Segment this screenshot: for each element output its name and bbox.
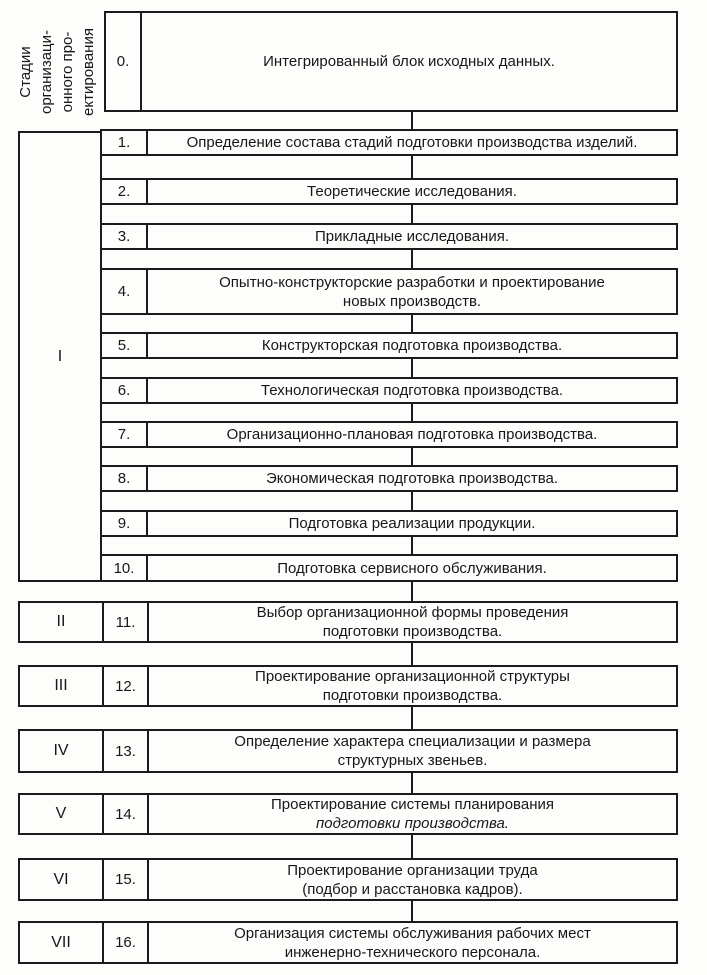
- step-text-line: Проектирование организационной структуры: [255, 668, 570, 685]
- step-number: 1.: [117, 134, 131, 151]
- step-text-cell: [149, 923, 676, 962]
- stage-step-row: [18, 921, 678, 964]
- step-text-line: подготовки производства.: [322, 687, 503, 704]
- side-label-line: Стадии: [17, 46, 34, 98]
- step-text-box: [146, 554, 678, 582]
- step-text-line: Проектирование системы планирования: [271, 796, 554, 813]
- stage-step-row: [18, 665, 678, 707]
- step-text-cell: [149, 667, 676, 705]
- step-text-box: [146, 377, 678, 404]
- step-text-line: Организация системы обслуживания рабочих мест: [234, 924, 591, 942]
- step-text-line: Технологическая подготовка производства.: [260, 382, 564, 399]
- step-text-box: [146, 465, 678, 492]
- step-number: 14.: [115, 805, 136, 823]
- step-number: 12.: [115, 677, 136, 695]
- step-number-box: [100, 223, 148, 250]
- stage-roman-label: VI: [53, 870, 69, 888]
- step-text-line: Теоретические исследования.: [307, 183, 517, 200]
- step-number: 9.: [117, 515, 131, 532]
- step-number: 10.: [113, 559, 135, 577]
- step-text-line: новых производств.: [342, 292, 482, 310]
- step-text-box: [146, 332, 678, 359]
- step-text-line: Подготовка сервисного обслуживания.: [277, 559, 547, 577]
- step-text-line: Определение состава стадий подготовки производства изделий.: [186, 134, 638, 151]
- stage-roman-cell: [20, 860, 104, 899]
- step-text-line: Опытно-конструкторские разработки и проектирование: [219, 273, 605, 291]
- side-label-line: ектирования: [80, 28, 97, 116]
- stage-roman-cell: [20, 795, 104, 833]
- step-text-line: структурных звеньев.: [337, 752, 488, 769]
- step-number-cell: [104, 731, 149, 771]
- step-number: 6.: [117, 382, 131, 399]
- step-text-box: [146, 510, 678, 537]
- stage-roman-cell: [20, 731, 104, 771]
- step-text-box: [146, 129, 678, 156]
- step-number-cell: [104, 923, 149, 962]
- step-number: 0.: [116, 53, 130, 70]
- step-text-cell: [149, 860, 676, 899]
- step-text-box: [146, 223, 678, 250]
- step-text-line: (подбор и расстановка кадров).: [302, 880, 523, 898]
- step-text-line: инженерно-технического персонала.: [284, 943, 541, 961]
- stage-group-label: I: [57, 347, 63, 365]
- stage-step-row: [18, 601, 678, 643]
- stage-step-row: [18, 729, 678, 773]
- step-text-box: [140, 11, 678, 112]
- stage-roman-label: VII: [51, 933, 71, 951]
- stage-step-row: [18, 793, 678, 835]
- step-text-line: Проектирование организации труда: [287, 861, 538, 879]
- step-text-cell: [149, 795, 676, 833]
- stage-roman-cell: [20, 667, 104, 705]
- step-number: 13.: [115, 742, 136, 760]
- step-number-cell: [104, 795, 149, 833]
- stage-roman-cell: [20, 923, 104, 962]
- step-text-box: [146, 178, 678, 205]
- step-number-cell: [104, 860, 149, 899]
- step-text-box: [146, 268, 678, 315]
- side-label-line: онного про-: [59, 31, 76, 113]
- step-text-line: Прикладные исследования.: [315, 228, 509, 245]
- step-text-line: Экономическая подготовка производства.: [265, 470, 559, 487]
- step-text-line: подготовки производства.: [322, 623, 503, 640]
- side-label-line: организаци-: [38, 29, 55, 115]
- step-text-box: [146, 421, 678, 448]
- step-text-line: Интегрированный блок исходных данных.: [263, 53, 555, 70]
- step-number-box: [104, 11, 142, 112]
- step-number: 4.: [117, 283, 131, 300]
- step-number: 3.: [117, 228, 131, 245]
- step-text-line: Определение характера специализации и размера: [234, 733, 591, 750]
- step-number: 5.: [117, 337, 131, 354]
- step-number: 16.: [115, 934, 136, 951]
- stage-roman-label: II: [56, 613, 66, 630]
- step-text-line: Подготовка реализации продукции.: [288, 515, 536, 532]
- stage-roman-cell: [20, 603, 104, 641]
- step-number-box: [100, 377, 148, 404]
- step-number-box: [100, 554, 148, 582]
- step-text-line: Выбор организационной формы проведения: [256, 604, 569, 621]
- step-number: 8.: [117, 470, 131, 487]
- stage-roman-label: IV: [53, 742, 69, 759]
- step-text-line: подготовки производства.: [316, 815, 509, 832]
- stage-roman-label: III: [54, 677, 68, 694]
- stage-roman-label: V: [55, 805, 67, 822]
- step-text-line: Конструкторская подготовка производства.: [261, 337, 563, 354]
- step-number-cell: [104, 603, 149, 641]
- step-text-cell: [149, 603, 676, 641]
- stage-group-box: [18, 131, 102, 582]
- step-number-box: [100, 268, 148, 315]
- stage-step-row: [18, 858, 678, 901]
- step-number-box: [100, 332, 148, 359]
- side-label: [15, 17, 99, 127]
- step-number: 11.: [115, 613, 136, 631]
- step-number: 2.: [117, 183, 131, 200]
- step-number: 15.: [115, 871, 136, 888]
- step-text-cell: [149, 731, 676, 771]
- step-number-box: [100, 421, 148, 448]
- step-number-box: [100, 129, 148, 156]
- step-number-box: [100, 510, 148, 537]
- step-number-box: [100, 178, 148, 205]
- step-text-line: Организационно-плановая подготовка производства.: [226, 426, 598, 443]
- step-number-cell: [104, 667, 149, 705]
- step-number-box: [100, 465, 148, 492]
- step-number: 7.: [117, 426, 131, 443]
